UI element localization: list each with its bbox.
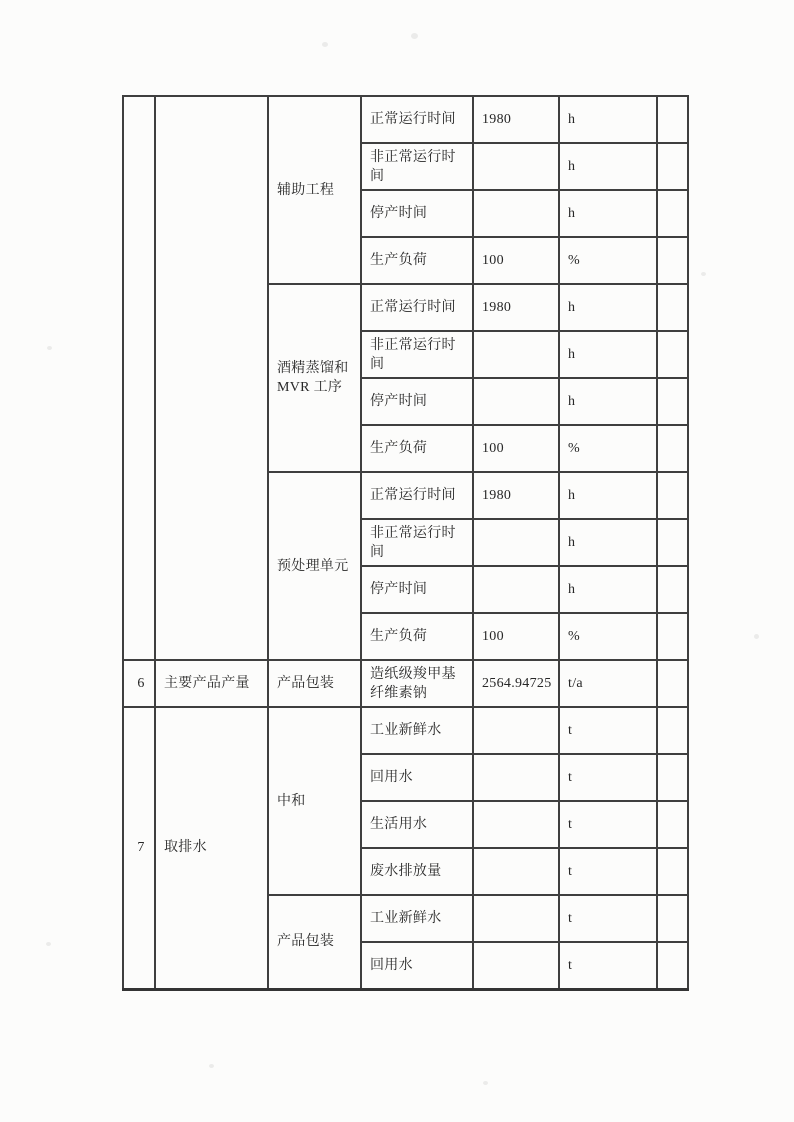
value-cell (473, 707, 559, 754)
remark-cell (657, 848, 688, 895)
scan-speck (411, 33, 418, 39)
unit-cell: % (559, 425, 657, 472)
scan-speck (322, 42, 328, 47)
value-cell (473, 895, 559, 942)
unit-cell: h (559, 566, 657, 613)
row-number-cell: 6 (123, 660, 155, 707)
table-row (123, 707, 688, 754)
row-number-cell (123, 96, 155, 660)
scan-speck (754, 634, 759, 639)
remark-cell (657, 613, 688, 660)
category-cell: 主要产品产量 (155, 660, 268, 707)
unit-cell: t (559, 801, 657, 848)
scan-speck (47, 346, 52, 350)
item-cell: 生产负荷 (361, 613, 473, 660)
process-group-cell: 预处理单元 (268, 472, 361, 660)
remark-cell (657, 190, 688, 237)
unit-cell: % (559, 237, 657, 284)
item-cell: 生产负荷 (361, 425, 473, 472)
value-cell: 100 (473, 237, 559, 284)
unit-cell: t (559, 942, 657, 989)
value-cell (473, 848, 559, 895)
item-cell: 停产时间 (361, 378, 473, 425)
unit-cell: t (559, 707, 657, 754)
value-cell (473, 754, 559, 801)
table-row (123, 660, 688, 707)
remark-cell (657, 801, 688, 848)
unit-cell: t (559, 848, 657, 895)
remark-cell (657, 754, 688, 801)
row-number-cell: 7 (123, 707, 155, 989)
value-cell: 100 (473, 613, 559, 660)
table-row (123, 96, 688, 143)
remark-cell (657, 284, 688, 331)
scan-speck (46, 942, 51, 946)
unit-cell: t (559, 754, 657, 801)
value-cell: 1980 (473, 96, 559, 143)
unit-cell: t (559, 895, 657, 942)
item-cell: 工业新鲜水 (361, 707, 473, 754)
unit-cell: h (559, 190, 657, 237)
value-cell (473, 143, 559, 190)
item-cell: 停产时间 (361, 190, 473, 237)
value-cell: 100 (473, 425, 559, 472)
value-cell (473, 566, 559, 613)
value-cell: 1980 (473, 284, 559, 331)
unit-cell: h (559, 284, 657, 331)
value-cell: 1980 (473, 472, 559, 519)
process-group-cell: 酒精蒸馏和 MVR 工序 (268, 284, 361, 472)
unit-cell: t/a (559, 660, 657, 707)
item-cell: 回用水 (361, 754, 473, 801)
remark-cell (657, 519, 688, 566)
remark-cell (657, 331, 688, 378)
remark-cell (657, 378, 688, 425)
remark-cell (657, 143, 688, 190)
unit-cell: h (559, 96, 657, 143)
remark-cell (657, 96, 688, 143)
category-cell (155, 96, 268, 660)
unit-cell: % (559, 613, 657, 660)
process-group-cell: 中和 (268, 707, 361, 895)
item-cell: 停产时间 (361, 566, 473, 613)
remark-cell (657, 425, 688, 472)
item-cell: 生活用水 (361, 801, 473, 848)
remark-cell (657, 942, 688, 989)
item-cell: 工业新鲜水 (361, 895, 473, 942)
remark-cell (657, 660, 688, 707)
category-cell: 取排水 (155, 707, 268, 989)
remark-cell (657, 895, 688, 942)
item-cell: 生产负荷 (361, 237, 473, 284)
unit-cell: h (559, 331, 657, 378)
value-cell: 2564.94725 (473, 660, 559, 707)
value-cell (473, 331, 559, 378)
scan-speck (483, 1081, 488, 1085)
remark-cell (657, 707, 688, 754)
unit-cell: h (559, 143, 657, 190)
unit-cell: h (559, 378, 657, 425)
production-operation-table (122, 95, 689, 991)
item-cell: 造纸级羧甲基纤维素钠 (361, 660, 473, 707)
item-cell: 非正常运行时间 (361, 519, 473, 566)
value-cell (473, 378, 559, 425)
value-cell (473, 801, 559, 848)
item-cell: 正常运行时间 (361, 472, 473, 519)
item-cell: 非正常运行时间 (361, 143, 473, 190)
item-cell: 正常运行时间 (361, 284, 473, 331)
process-group-cell: 辅助工程 (268, 96, 361, 284)
process-group-cell: 产品包装 (268, 660, 361, 707)
scan-speck (209, 1064, 214, 1068)
value-cell (473, 942, 559, 989)
value-cell (473, 190, 559, 237)
item-cell: 废水排放量 (361, 848, 473, 895)
value-cell (473, 519, 559, 566)
remark-cell (657, 472, 688, 519)
unit-cell: h (559, 472, 657, 519)
remark-cell (657, 237, 688, 284)
item-cell: 正常运行时间 (361, 96, 473, 143)
item-cell: 回用水 (361, 942, 473, 989)
remark-cell (657, 566, 688, 613)
unit-cell: h (559, 519, 657, 566)
table-body (123, 96, 688, 989)
process-group-cell: 产品包装 (268, 895, 361, 989)
scan-speck (701, 272, 706, 276)
item-cell: 非正常运行时间 (361, 331, 473, 378)
